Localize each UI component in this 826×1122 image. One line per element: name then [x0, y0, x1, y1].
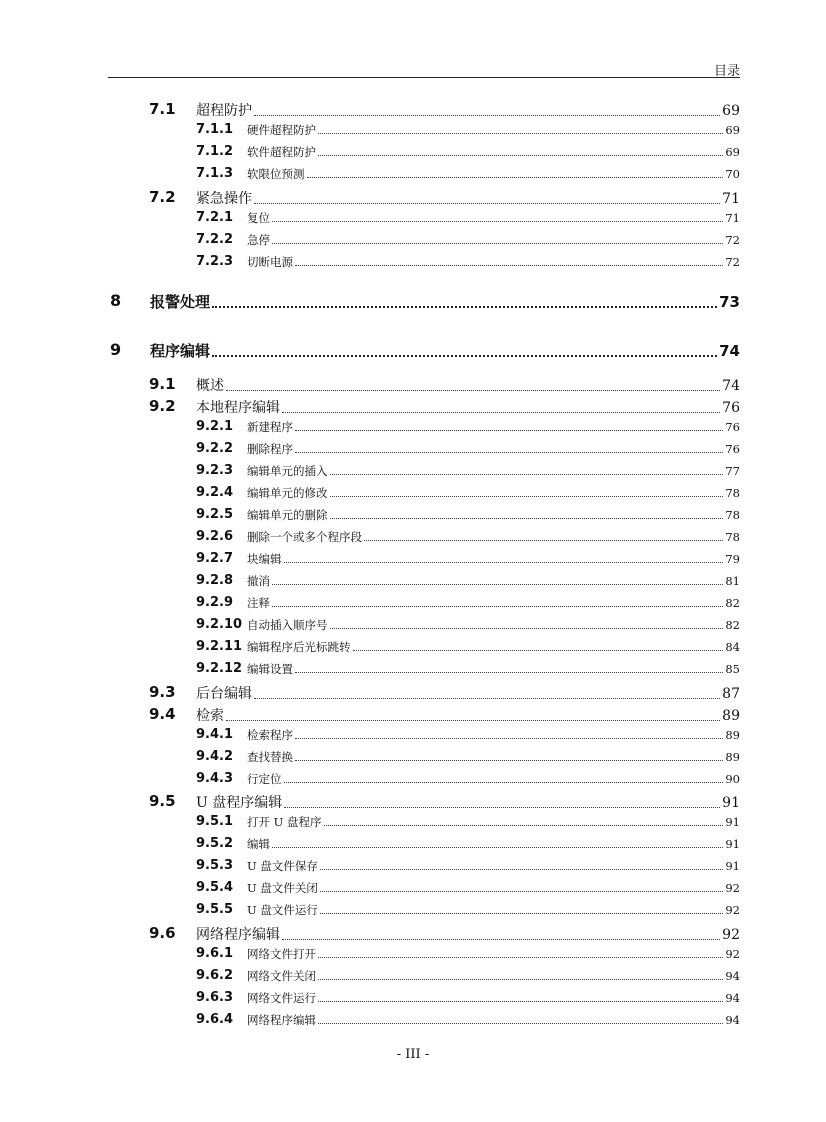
dot-leader [272, 220, 723, 222]
dot-leader [226, 389, 720, 391]
toc-entry-number: 9.5.5 [196, 902, 234, 917]
toc-entry-page: 90 [725, 772, 740, 786]
toc-entry-number: 9.4.1 [196, 727, 234, 742]
toc-entry-title: U 盘文件运行 [247, 903, 318, 917]
toc-entry-page: 77 [725, 464, 740, 478]
dot-leader [226, 719, 720, 721]
toc-entry-page: 94 [725, 1013, 740, 1027]
toc-entry[interactable] [196, 946, 740, 968]
toc-entry-title: 检索 [196, 708, 224, 724]
toc-entry-number: 9.5 [149, 792, 176, 810]
toc-entry-title: 网络文件运行 [247, 991, 316, 1005]
toc-entry-page: 71 [722, 191, 740, 207]
toc-entry-title: 编辑设置 [247, 662, 293, 676]
toc-entry-number: 9.2.3 [196, 463, 234, 478]
toc-entry-page: 89 [725, 750, 740, 764]
dot-leader [320, 890, 724, 892]
toc-entry[interactable] [196, 1012, 740, 1034]
toc-entry-title: 检索程序 [247, 728, 293, 742]
dot-leader [353, 649, 724, 651]
dot-leader [318, 154, 723, 156]
toc-entry-page: 78 [725, 486, 740, 500]
toc-entry-title: 块编辑 [247, 552, 282, 566]
toc-entry[interactable] [196, 661, 740, 683]
toc-entry-number: 9.5.1 [196, 814, 234, 829]
toc-entry[interactable] [196, 990, 740, 1012]
toc-entry-number: 7.2.2 [196, 232, 234, 247]
toc-entry-title: 注释 [247, 596, 270, 610]
dot-leader [254, 114, 720, 116]
toc-entry-title: 自动插入顺序号 [247, 618, 328, 632]
toc-entry-page: 91 [725, 815, 740, 829]
toc-entry[interactable] [149, 924, 740, 946]
toc-entry-page: 76 [722, 400, 740, 416]
toc-entry-number: 7.2 [149, 188, 176, 206]
toc-entry-number: 7.2.3 [196, 254, 234, 269]
toc-entry-title: 超程防护 [196, 103, 252, 119]
toc-entry-title: 行定位 [247, 772, 282, 786]
toc-entry-page: 76 [725, 420, 740, 434]
toc-entry-page: 72 [725, 255, 740, 269]
toc-entry-number: 9.5.2 [196, 836, 234, 851]
toc-entry-page: 91 [722, 795, 740, 811]
toc-entry-number: 9.6.2 [196, 968, 234, 983]
toc-entry-number: 9.5.4 [196, 880, 234, 895]
toc-entry[interactable] [196, 639, 740, 661]
toc-entry-number: 9.2.8 [196, 573, 234, 588]
toc-entry-page: 92 [725, 947, 740, 961]
toc-entry[interactable] [196, 210, 740, 232]
dot-leader [272, 605, 723, 607]
toc-entry-page: 69 [725, 145, 740, 159]
dot-leader [330, 495, 724, 497]
dot-leader [212, 305, 717, 308]
toc-entry-number: 9.2.6 [196, 529, 234, 544]
toc-entry-page: 84 [725, 640, 740, 654]
dot-leader [318, 132, 723, 134]
toc-entry-page: 82 [725, 596, 740, 610]
dot-leader [318, 956, 723, 958]
toc-entry[interactable] [149, 705, 740, 727]
toc-entry-title: 程序编辑 [150, 342, 211, 360]
dot-leader [307, 176, 724, 178]
toc-entry-title: 紧急操作 [196, 191, 252, 207]
toc-entry-title: 撤消 [247, 574, 270, 588]
dot-leader [272, 846, 723, 848]
toc-entry-title: 网络程序编辑 [247, 1013, 316, 1027]
toc-entry-title: 编辑程序后光标跳转 [247, 640, 351, 654]
toc-entry-number: 9.4 [149, 705, 176, 723]
toc-entry-page: 82 [725, 618, 740, 632]
toc-entry-page: 78 [725, 508, 740, 522]
toc-entry[interactable] [196, 573, 740, 595]
toc-entry-number: 9.2.10 [196, 617, 243, 632]
toc-entry[interactable] [196, 254, 740, 276]
toc-entry-number: 9.4.2 [196, 749, 234, 764]
toc-entry-title: 新建程序 [247, 420, 293, 434]
toc-entry-number: 9.2.5 [196, 507, 234, 522]
toc-entry-title: 删除一个或多个程序段 [247, 530, 362, 544]
toc-entry-title: 编辑单元的插入 [247, 464, 328, 478]
toc-entry-number: 9.6.1 [196, 946, 234, 961]
toc-entry-page: 92 [725, 903, 740, 917]
page-number: - III - [396, 1047, 430, 1062]
toc-entry-title: 网络程序编辑 [196, 927, 280, 943]
toc-entry-number: 7.1.3 [196, 166, 234, 181]
toc-entry-title: 打开 U 盘程序 [247, 815, 322, 829]
toc-entry-number: 9.2.1 [196, 419, 234, 434]
toc-entry-number: 7.1.2 [196, 144, 234, 159]
toc-entry-title: 删除程序 [247, 442, 293, 456]
toc-entry-number: 9.3 [149, 683, 176, 701]
toc-entry-page: 79 [725, 552, 740, 566]
toc-entry[interactable] [196, 617, 740, 639]
toc-entry[interactable] [196, 595, 740, 617]
dot-leader [212, 354, 717, 357]
dot-leader [295, 451, 723, 453]
toc-entry-page: 74 [719, 342, 740, 360]
toc-entry-page: 74 [722, 378, 740, 394]
toc-entry-title: 复位 [247, 211, 270, 225]
toc-entry-page: 92 [722, 927, 740, 943]
toc-entry-page: 92 [725, 881, 740, 895]
toc-entry-title: 切断电源 [247, 255, 293, 269]
toc-entry-title: 编辑 [247, 837, 270, 851]
toc-entry[interactable] [196, 771, 740, 793]
toc-entry-title: 编辑单元的删除 [247, 508, 328, 522]
toc-entry[interactable] [196, 968, 740, 990]
toc-entry[interactable] [196, 529, 740, 551]
dot-leader [295, 671, 723, 673]
toc-entry-number: 9.2.2 [196, 441, 234, 456]
dot-leader [320, 868, 724, 870]
dot-leader [324, 824, 724, 826]
toc-entry[interactable] [196, 122, 740, 144]
toc-entry-page: 87 [722, 686, 740, 702]
toc-entry-number: 9.2 [149, 397, 176, 415]
toc-entry-number: 7.1 [149, 100, 176, 118]
toc-entry-number: 9.2.12 [196, 661, 243, 676]
toc-entry[interactable] [149, 397, 740, 419]
toc-entry-page: 70 [725, 167, 740, 181]
toc-entry-title: 报警处理 [150, 293, 211, 311]
dot-leader [282, 411, 720, 413]
toc-entry-page: 71 [725, 211, 740, 225]
toc-entry-title: U 盘程序编辑 [196, 795, 283, 811]
toc-entry-page: 81 [725, 574, 740, 588]
toc-entry-number: 9.1 [149, 375, 176, 393]
dot-leader [272, 242, 723, 244]
toc-entry-title: 概述 [196, 378, 224, 394]
toc-entry-number: 9.2.7 [196, 551, 234, 566]
dot-leader [295, 759, 723, 761]
toc-entry[interactable] [149, 792, 740, 814]
toc-entry-number: 9.2.9 [196, 595, 234, 610]
toc-entry[interactable] [196, 858, 740, 880]
toc-entry-number: 7.2.1 [196, 210, 234, 225]
toc-entry-page: 69 [725, 123, 740, 137]
toc-entry-number: 9.2.4 [196, 485, 234, 500]
toc-entry[interactable] [196, 166, 740, 188]
dot-leader [330, 473, 724, 475]
toc-entry-page: 94 [725, 991, 740, 1005]
toc-entry-number: 9.2.11 [196, 639, 243, 654]
toc-entry[interactable] [110, 291, 740, 313]
toc-entry[interactable] [196, 814, 740, 836]
dot-leader [284, 781, 724, 783]
toc-entry-page: 91 [725, 859, 740, 873]
toc-entry[interactable] [196, 749, 740, 771]
dot-leader [318, 1000, 723, 1002]
toc-entry-page: 89 [722, 708, 740, 724]
dot-leader [330, 517, 724, 519]
toc-entry-title: U 盘文件关闭 [247, 881, 318, 895]
toc-entry[interactable] [196, 232, 740, 254]
toc-entry-number: 9.6.3 [196, 990, 234, 1005]
dot-leader [295, 737, 723, 739]
toc-entry-title: 急停 [247, 233, 270, 247]
dot-leader [318, 978, 723, 980]
toc-entry-number: 9.6 [149, 924, 176, 942]
toc-entry[interactable] [196, 836, 740, 858]
toc-entry[interactable] [149, 188, 740, 210]
toc-entry[interactable] [149, 375, 740, 397]
toc-entry-page: 72 [725, 233, 740, 247]
dot-leader [320, 912, 724, 914]
toc-entry-page: 94 [725, 969, 740, 983]
dot-leader [295, 429, 723, 431]
toc-entry-title: 本地程序编辑 [196, 400, 280, 416]
toc-entry-title: 软限位预测 [247, 167, 305, 181]
dot-leader [295, 264, 723, 266]
toc-entry-title: 软件超程防护 [247, 145, 316, 159]
toc-entry[interactable] [196, 485, 740, 507]
toc-entry-title: 编辑单元的修改 [247, 486, 328, 500]
toc-entry-page: 73 [719, 293, 740, 311]
toc-entry-number: 9.4.3 [196, 771, 234, 786]
dot-leader [318, 1022, 723, 1024]
toc-entry-page: 85 [725, 662, 740, 676]
toc-entry[interactable] [149, 683, 740, 705]
toc-entry-number: 9.6.4 [196, 1012, 234, 1027]
toc-entry[interactable] [149, 100, 740, 122]
toc-entry-page: 69 [722, 103, 740, 119]
toc-entry[interactable] [196, 551, 740, 573]
toc-entry-number: 9.5.3 [196, 858, 234, 873]
dot-leader [282, 938, 720, 940]
toc-entry[interactable] [196, 463, 740, 485]
dot-leader [364, 539, 723, 541]
dot-leader [254, 202, 720, 204]
toc-entry-title: 查找替换 [247, 750, 293, 764]
dot-leader [330, 627, 724, 629]
dot-leader [284, 806, 720, 808]
running-header-title: 目录 [714, 64, 741, 79]
dot-leader [272, 583, 723, 585]
toc-entry-title: 网络文件关闭 [247, 969, 316, 983]
toc-entry[interactable] [196, 441, 740, 463]
toc-entry[interactable] [196, 144, 740, 166]
toc-entry-title: 后台编辑 [196, 686, 252, 702]
toc-entry-page: 91 [725, 837, 740, 851]
toc-entry-page: 78 [725, 530, 740, 544]
toc-entry[interactable] [196, 902, 740, 924]
toc-entry-title: 网络文件打开 [247, 947, 316, 961]
toc-entry-number: 7.1.1 [196, 122, 234, 137]
toc-entry-number: 9 [110, 340, 122, 359]
toc-entry-page: 89 [725, 728, 740, 742]
toc-entry[interactable] [196, 727, 740, 749]
toc-entry-title: U 盘文件保存 [247, 859, 318, 873]
toc-entry-title: 硬件超程防护 [247, 123, 316, 137]
toc-entry[interactable] [196, 880, 740, 902]
toc-entry[interactable] [196, 507, 740, 529]
toc-entry[interactable] [110, 340, 740, 362]
dot-leader [284, 561, 724, 563]
toc-entry[interactable] [196, 419, 740, 441]
toc-entry-number: 8 [110, 291, 122, 310]
toc-entry-page: 76 [725, 442, 740, 456]
dot-leader [254, 697, 720, 699]
